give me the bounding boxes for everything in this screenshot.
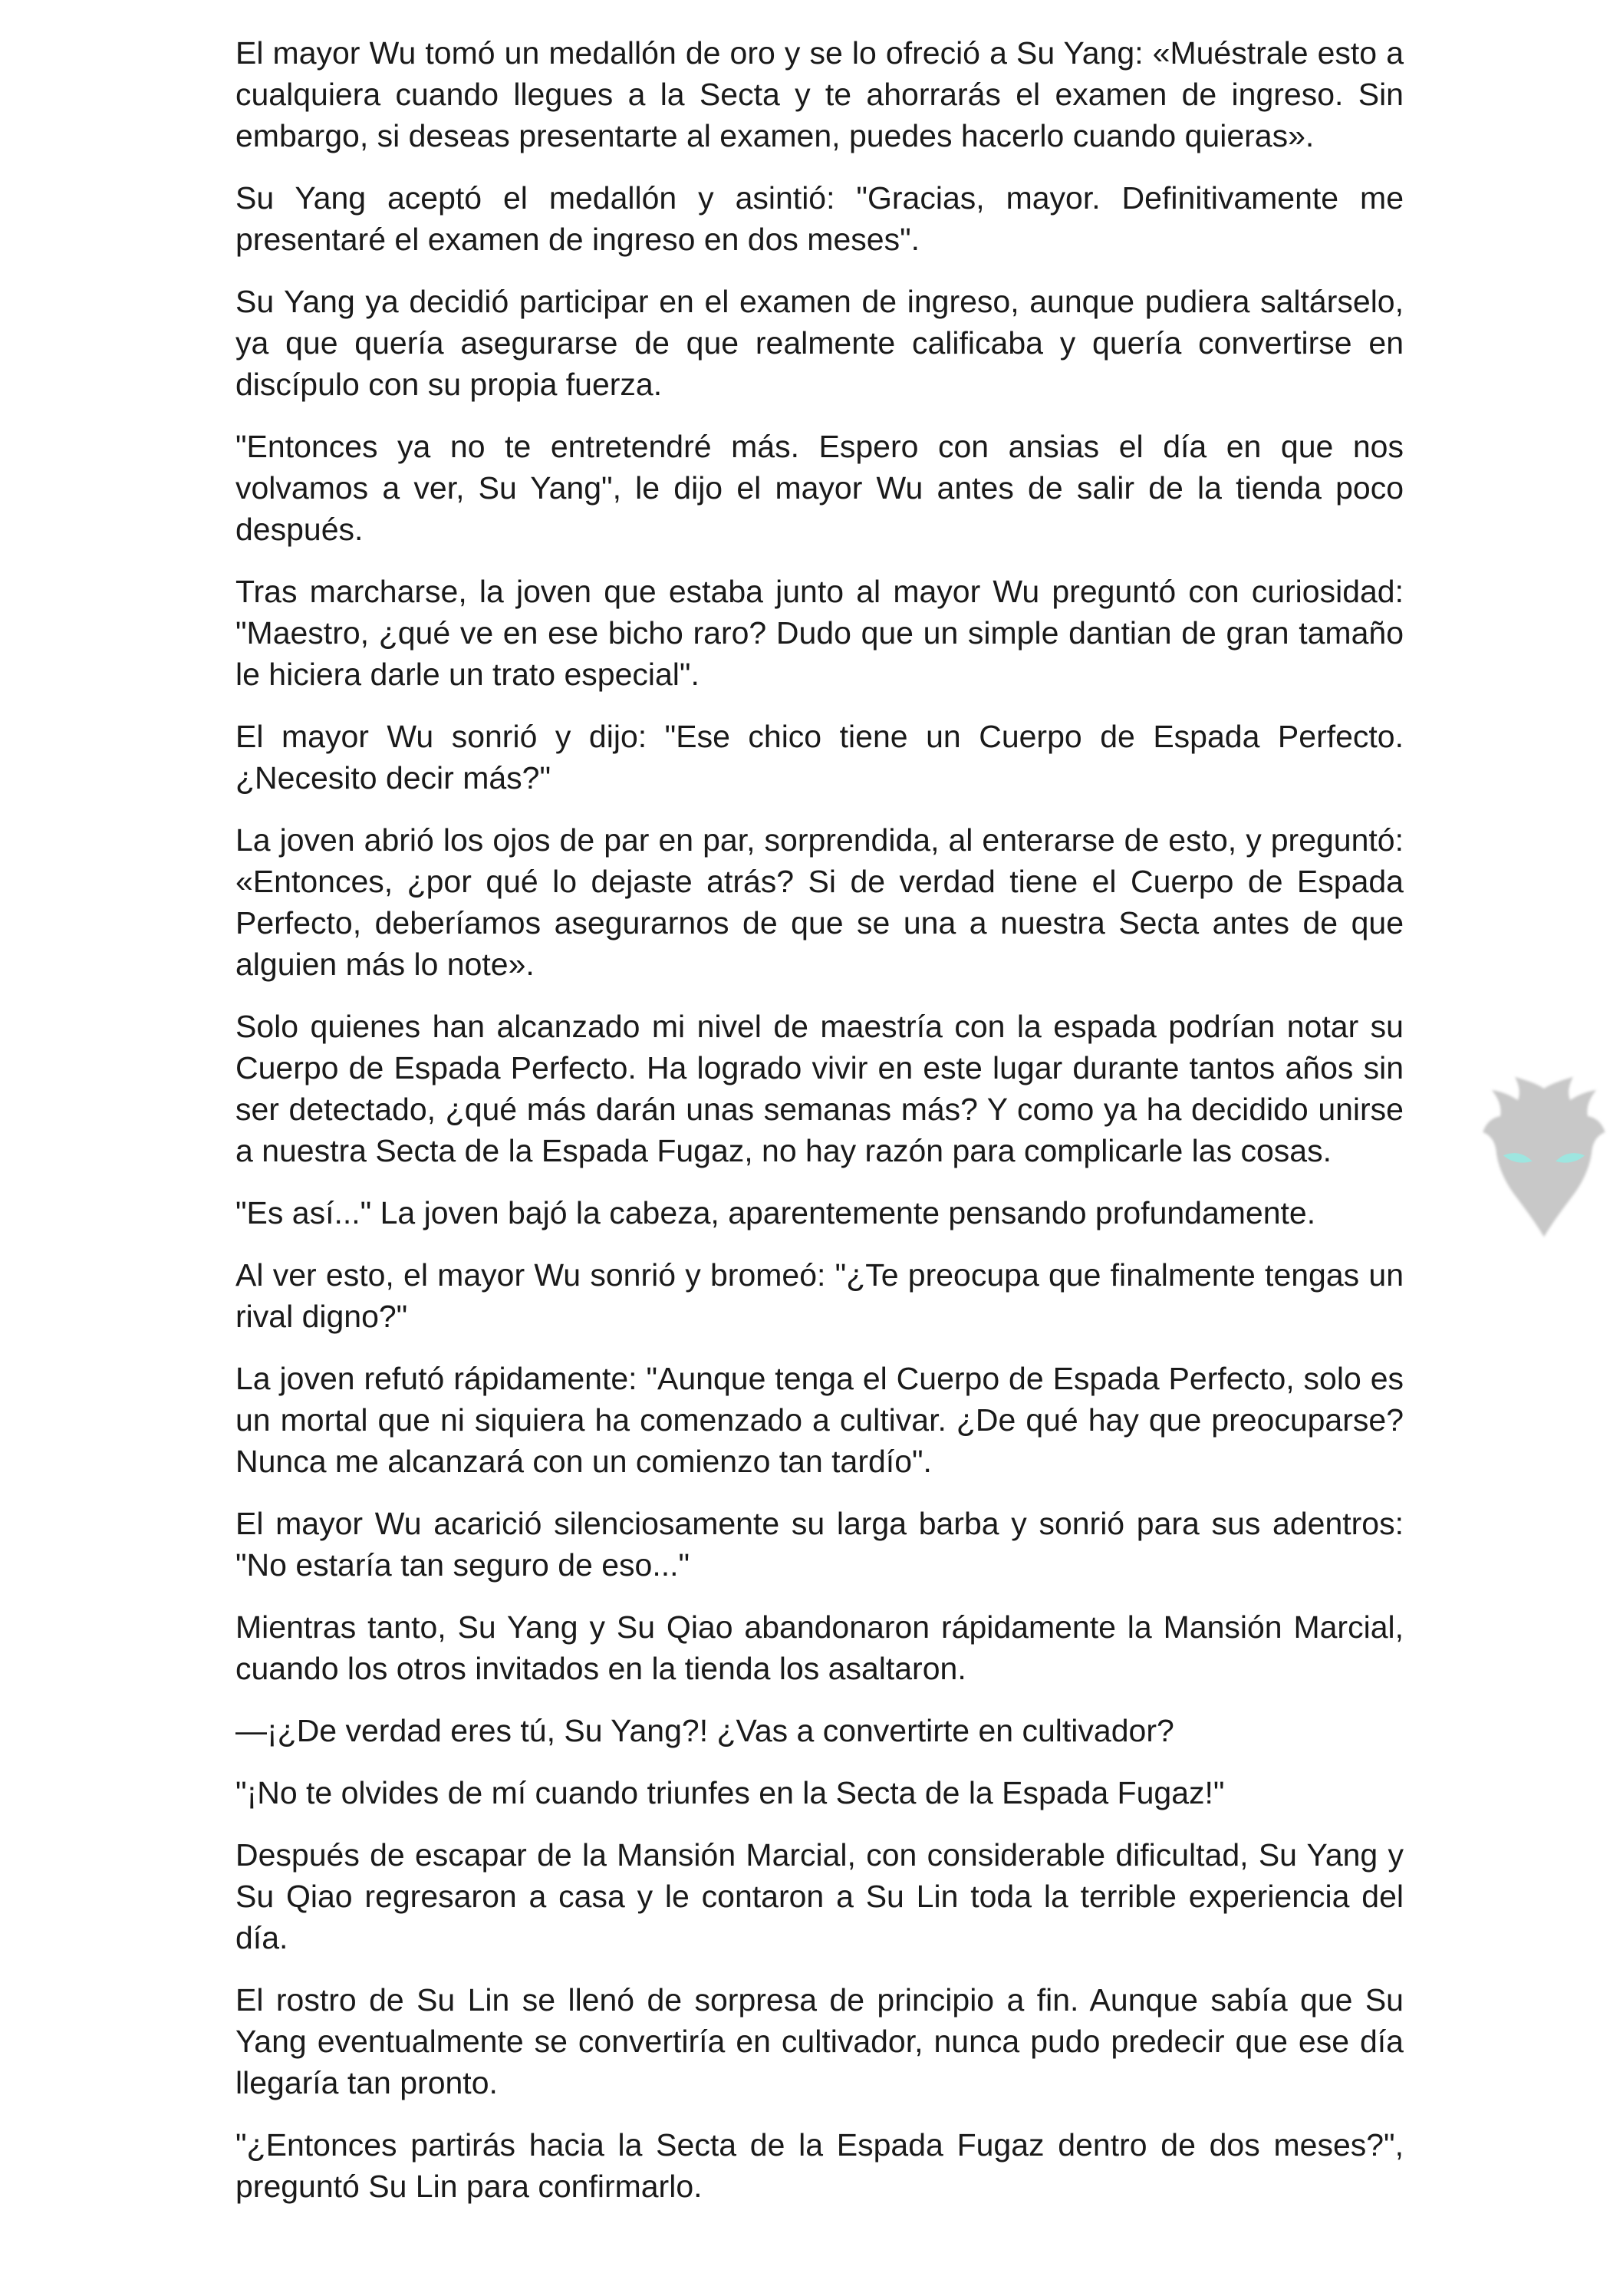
demon-head-icon <box>1471 1074 1617 1243</box>
paragraph: "¡No te olvides de mí cuando triunfes en la Secta de la Espada Fugaz!" <box>235 1775 1225 1810</box>
paragraph: El mayor Wu sonrió y dijo: "Ese chico tiene un Cuerpo de Espada Perfecto. ¿Necesito decir más?" <box>235 719 1404 796</box>
paragraph: Al ver esto, el mayor Wu sonrió y bromeó: "¿Te preocupa que finalmente tengas un rival digno?" <box>235 1257 1404 1334</box>
paragraph: —¡¿De verdad eres tú, Su Yang?! ¿Vas a convertirte en cultivador? <box>235 1713 1174 1748</box>
paragraph: El rostro de Su Lin se llenó de sorpresa de principio a fin. Aunque sabía que Su Yang eventualmente se convertiría en cultivador, nunca pudo predecir que ese día llegaría tan pronto. <box>235 1982 1404 2100</box>
paragraph: Mientras tanto, Su Yang y Su Qiao abandonaron rápidamente la Mansión Marcial, cuando los otros invitados en la tienda los asaltaron. <box>235 1609 1404 1686</box>
document-body <box>235 32 1404 2228</box>
paragraph: "Entonces ya no te entretendré más. Espero con ansias el día en que nos volvamos a ver, Su Yang", le dijo el mayor Wu antes de salir de la tienda poco después. <box>235 429 1404 547</box>
paragraph: Su Yang ya decidió participar en el examen de ingreso, aunque pudiera saltárselo, ya que quería asegurarse de que realmente calificaba y quería convertirse en discípulo con su propia fuerza. <box>235 284 1404 402</box>
paragraph: "¿Entonces partirás hacia la Secta de la Espada Fugaz dentro de dos meses?", preguntó Su Lin para confirmarlo. <box>235 2127 1404 2204</box>
paragraph: El mayor Wu acarició silenciosamente su larga barba y sonrió para sus adentros: "No estaría tan seguro de eso..." <box>235 1506 1404 1583</box>
paragraph: Solo quienes han alcanzado mi nivel de maestría con la espada podrían notar su Cuerpo de Espada Perfecto. Ha logrado vivir en este lugar durante tantos años sin ser detectado, ¿qué más darán unas semanas más? Y como ya ha decidido unirse a nuestra Secta de la Espada Fugaz, no hay razón para complicarle las cosas. <box>235 1009 1404 1168</box>
paragraph: El mayor Wu tomó un medallón de oro y se lo ofreció a Su Yang: «Muéstrale esto a cualquiera cuando llegues a la Secta y te ahorrarás el examen de ingreso. Sin embargo, si deseas presentarte al examen, puedes hacerlo cuando quieras». <box>235 35 1404 153</box>
paragraph: Después de escapar de la Mansión Marcial, con considerable dificultad, Su Yang y Su Qiao regresaron a casa y le contaron a Su Lin toda la terrible experiencia del día. <box>235 1837 1404 1955</box>
paragraph: La joven refutó rápidamente: "Aunque tenga el Cuerpo de Espada Perfecto, solo es un mortal que ni siquiera ha comenzado a cultivar. ¿De qué hay que preocuparse? Nunca me alcanzará con un comienzo tan tardío". <box>235 1361 1404 1479</box>
paragraph: Tras marcharse, la joven que estaba junto al mayor Wu preguntó con curiosidad: "Maestro, ¿qué ve en ese bicho raro? Dudo que un simple dantian de gran tamaño le hiciera darle un trato especial". <box>235 574 1404 692</box>
paragraph: Su Yang aceptó el medallón y asintió: "Gracias, mayor. Definitivamente me presentaré el examen de ingreso en dos meses". <box>235 180 1404 257</box>
paragraph: La joven abrió los ojos de par en par, sorprendida, al enterarse de esto, y preguntó: «Entonces, ¿por qué lo dejaste atrás? Si de verdad tiene el Cuerpo de Espada Perfecto, deberíamos asegurarnos de que se una a nuestra Secta antes de que alguien más lo note». <box>235 822 1404 982</box>
paragraph: "Es así..." La joven bajó la cabeza, aparentemente pensando profundamente. <box>235 1195 1316 1230</box>
